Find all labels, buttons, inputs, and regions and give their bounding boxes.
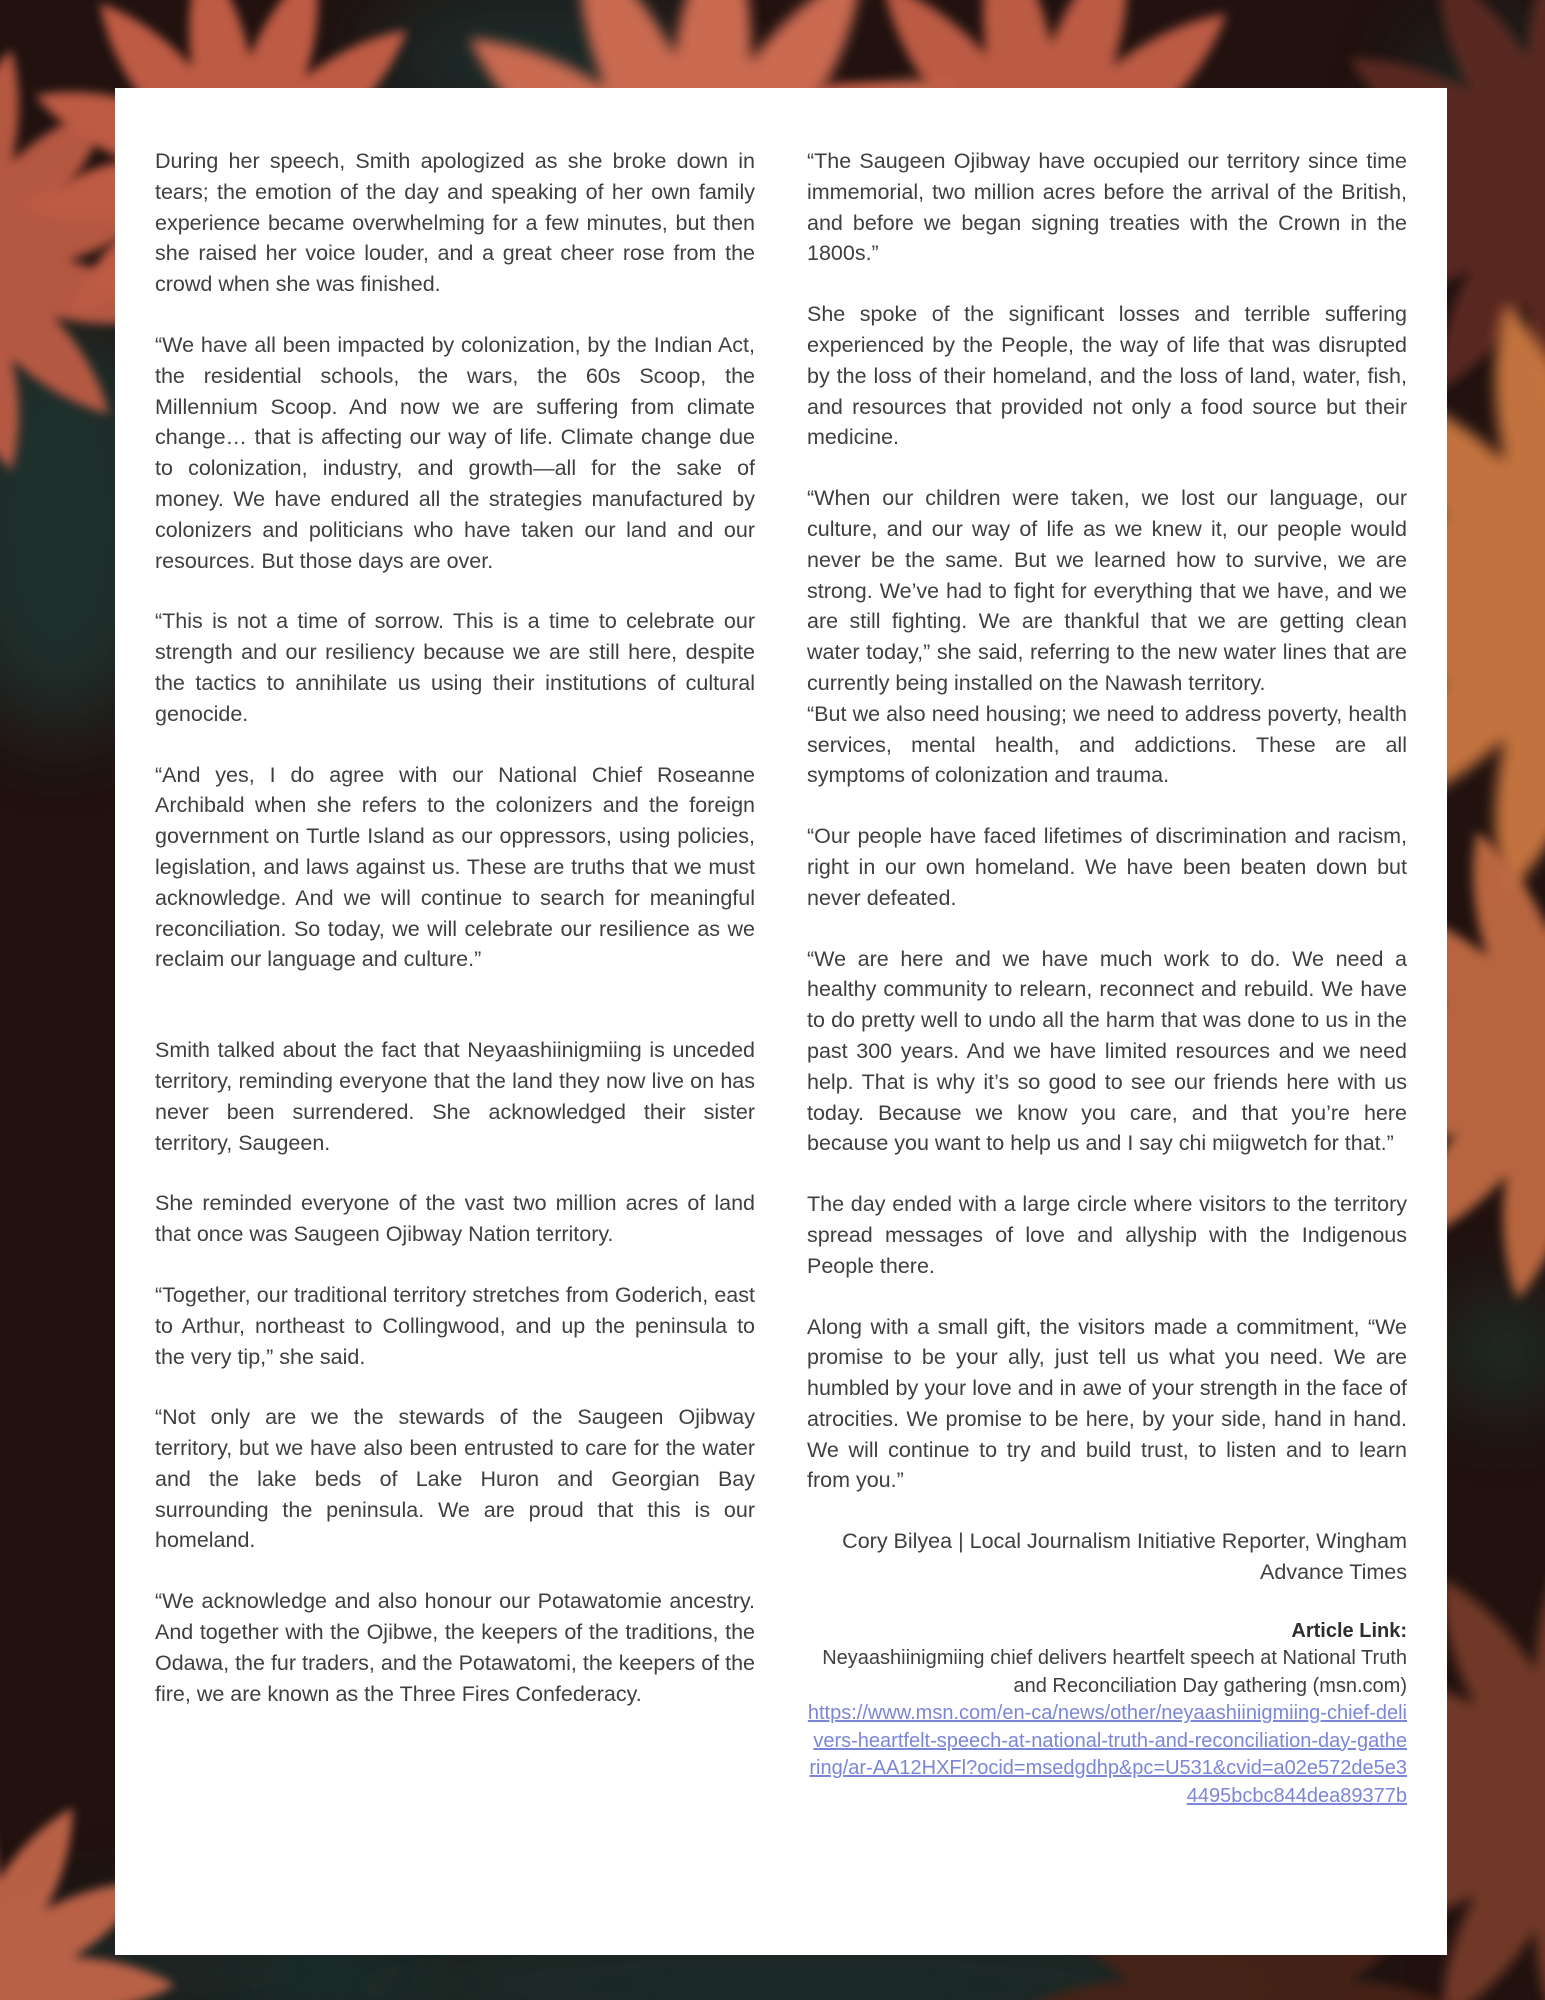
paragraph: “We have all been impacted by colonization, by the Indian Act, the residential schools, the wars, the 60s Scoop, the Millennium Scoop. And now we are suffering from climate change… that is affecting our way of life. Climate change due to colonization, industry, and growth—all for the sake of money. We have endured all the strategies manufactured by colonizers and politicians who have taken our land and our resources. But those days are over.: [155, 332, 755, 573]
paragraph: “Our people have faced lifetimes of discrimination and racism, right in our own homeland. We have been beaten down but never defeated.: [807, 824, 1407, 910]
paragraph: “Not only are we the stewards of the Saugeen Ojibway territory, but we have also been entrusted to care for the water and the lake beds of Lake Huron and Georgian Bay surrounding the peninsula. We are proud that this is our homeland.: [155, 1405, 755, 1553]
paragraph: The day ended with a large circle where visitors to the territory spread messages of love and allyship with the Indigenous People there.: [807, 1192, 1407, 1278]
paragraph: “Together, our traditional territory stretches from Goderich, east to Arthur, northeast to Collingwood, and up the peninsula to the very tip,” she said.: [155, 1282, 755, 1369]
paragraph: She reminded everyone of the vast two million acres of land that once was Saugeen Ojibway Nation territory.: [155, 1191, 755, 1247]
paragraph: “We acknowledge and also honour our Potawatomie ancestry. And together with the Ojibwe, the keepers of the traditions, the Odawa, the fur traders, and the Potawatomi, the keepers of the fire, we are known as the Three Fires Confederacy.: [155, 1589, 755, 1706]
article-link-block: [807, 1618, 1407, 1811]
left-column: [155, 146, 755, 1899]
paragraph: “We are here and we have much work to do. We need a healthy community to relearn, reconnect and rebuild. We have to do pretty well to undo all the harm that was done to us in the past 300 years. And we have limited resources and we need help. That is why it’s so good to see our friends here with us today. Because we know you care, and that you’re here because you want to help us and I say chi miigwetch for that.”: [807, 946, 1407, 1156]
paragraph: During her speech, Smith apologized as she broke down in tears; the emotion of the day and speaking of her own family experience became overwhelming for a few minutes, but then she raised her voice louder, and a great cheer rose from the crowd when she was finished.: [155, 149, 755, 297]
paragraph: “And yes, I do agree with our National Chief Roseanne Archibald when she refers to the colonizers and the foreign government on Turtle Island as our oppressors, using policies, legislation, and laws against us. These are truths that we must acknowledge. And we will continue to search for meaningful reconciliation. So today, we will celebrate our resilience as we reclaim our language and culture.”: [155, 762, 755, 972]
paragraph: She spoke of the significant losses and terrible suffering experienced by the People, the way of life that was disrupted by the loss of their homeland, and the loss of land, water, fish, and resources that provided not only a food source but their medicine.: [807, 302, 1407, 450]
paragraph: “But we also need housing; we need to address poverty, health services, mental health, and addictions. These are all symptoms of colonization and trauma.: [807, 701, 1407, 788]
paragraph: “When our children were taken, we lost our language, our culture, and our way of life as we knew it, our people would never be the same. But we learned how to survive, we are strong. We’ve had to fight for everything that we have, and we are still fighting. We are thankful that we are getting clean water today,” she said, referring to the new water lines that are currently being installed on the Nawash territory.: [807, 486, 1407, 695]
byline: Cory Bilyea | Local Journalism Initiative Reporter, Wingham Advance Times: [842, 1529, 1407, 1585]
article-link-url[interactable]: https://www.msn.com/en-ca/news/other/neyaashiinigmiing-chief-delivers-heartfelt-speech-at-national-truth-and-reconciliation-day-gathering/ar-AA12HXFl?ocid=msedgdhp&pc=U531&cvid=a02e572de5e34495bcbc844dea89377b: [807, 1702, 1407, 1807]
article-card: [115, 88, 1447, 1955]
paragraph: “The Saugeen Ojibway have occupied our territory since time immemorial, two million acres before the arrival of the British, and before we began signing treaties with the Crown in the 1800s.”: [807, 149, 1407, 266]
article-link-label: Article Link:: [1291, 1619, 1407, 1642]
paragraph: Along with a small gift, the visitors made a commitment, “We promise to be your ally, just tell us what you need. We are humbled by your love and in awe of your strength in the face of atrocities. We promise to be here, by your side, hand in hand. We will continue to try and build trust, to listen and to learn from you.”: [807, 1314, 1407, 1493]
paragraph: Smith talked about the fact that Neyaashiinigmiing is unceded territory, reminding everyone that the land they now live on has never been surrendered. She acknowledged their sister territory, Saugeen.: [155, 1038, 755, 1155]
paragraph: “This is not a time of sorrow. This is a time to celebrate our strength and our resiliency because we are still here, despite the tactics to annihilate us using their institutions of cultural genocide.: [155, 609, 755, 726]
right-column: [807, 146, 1407, 1899]
article-link-title: Neyaashiinigmiing chief delivers heartfelt speech at National Truth and Reconciliation Day gathering (msn.com): [822, 1647, 1407, 1697]
